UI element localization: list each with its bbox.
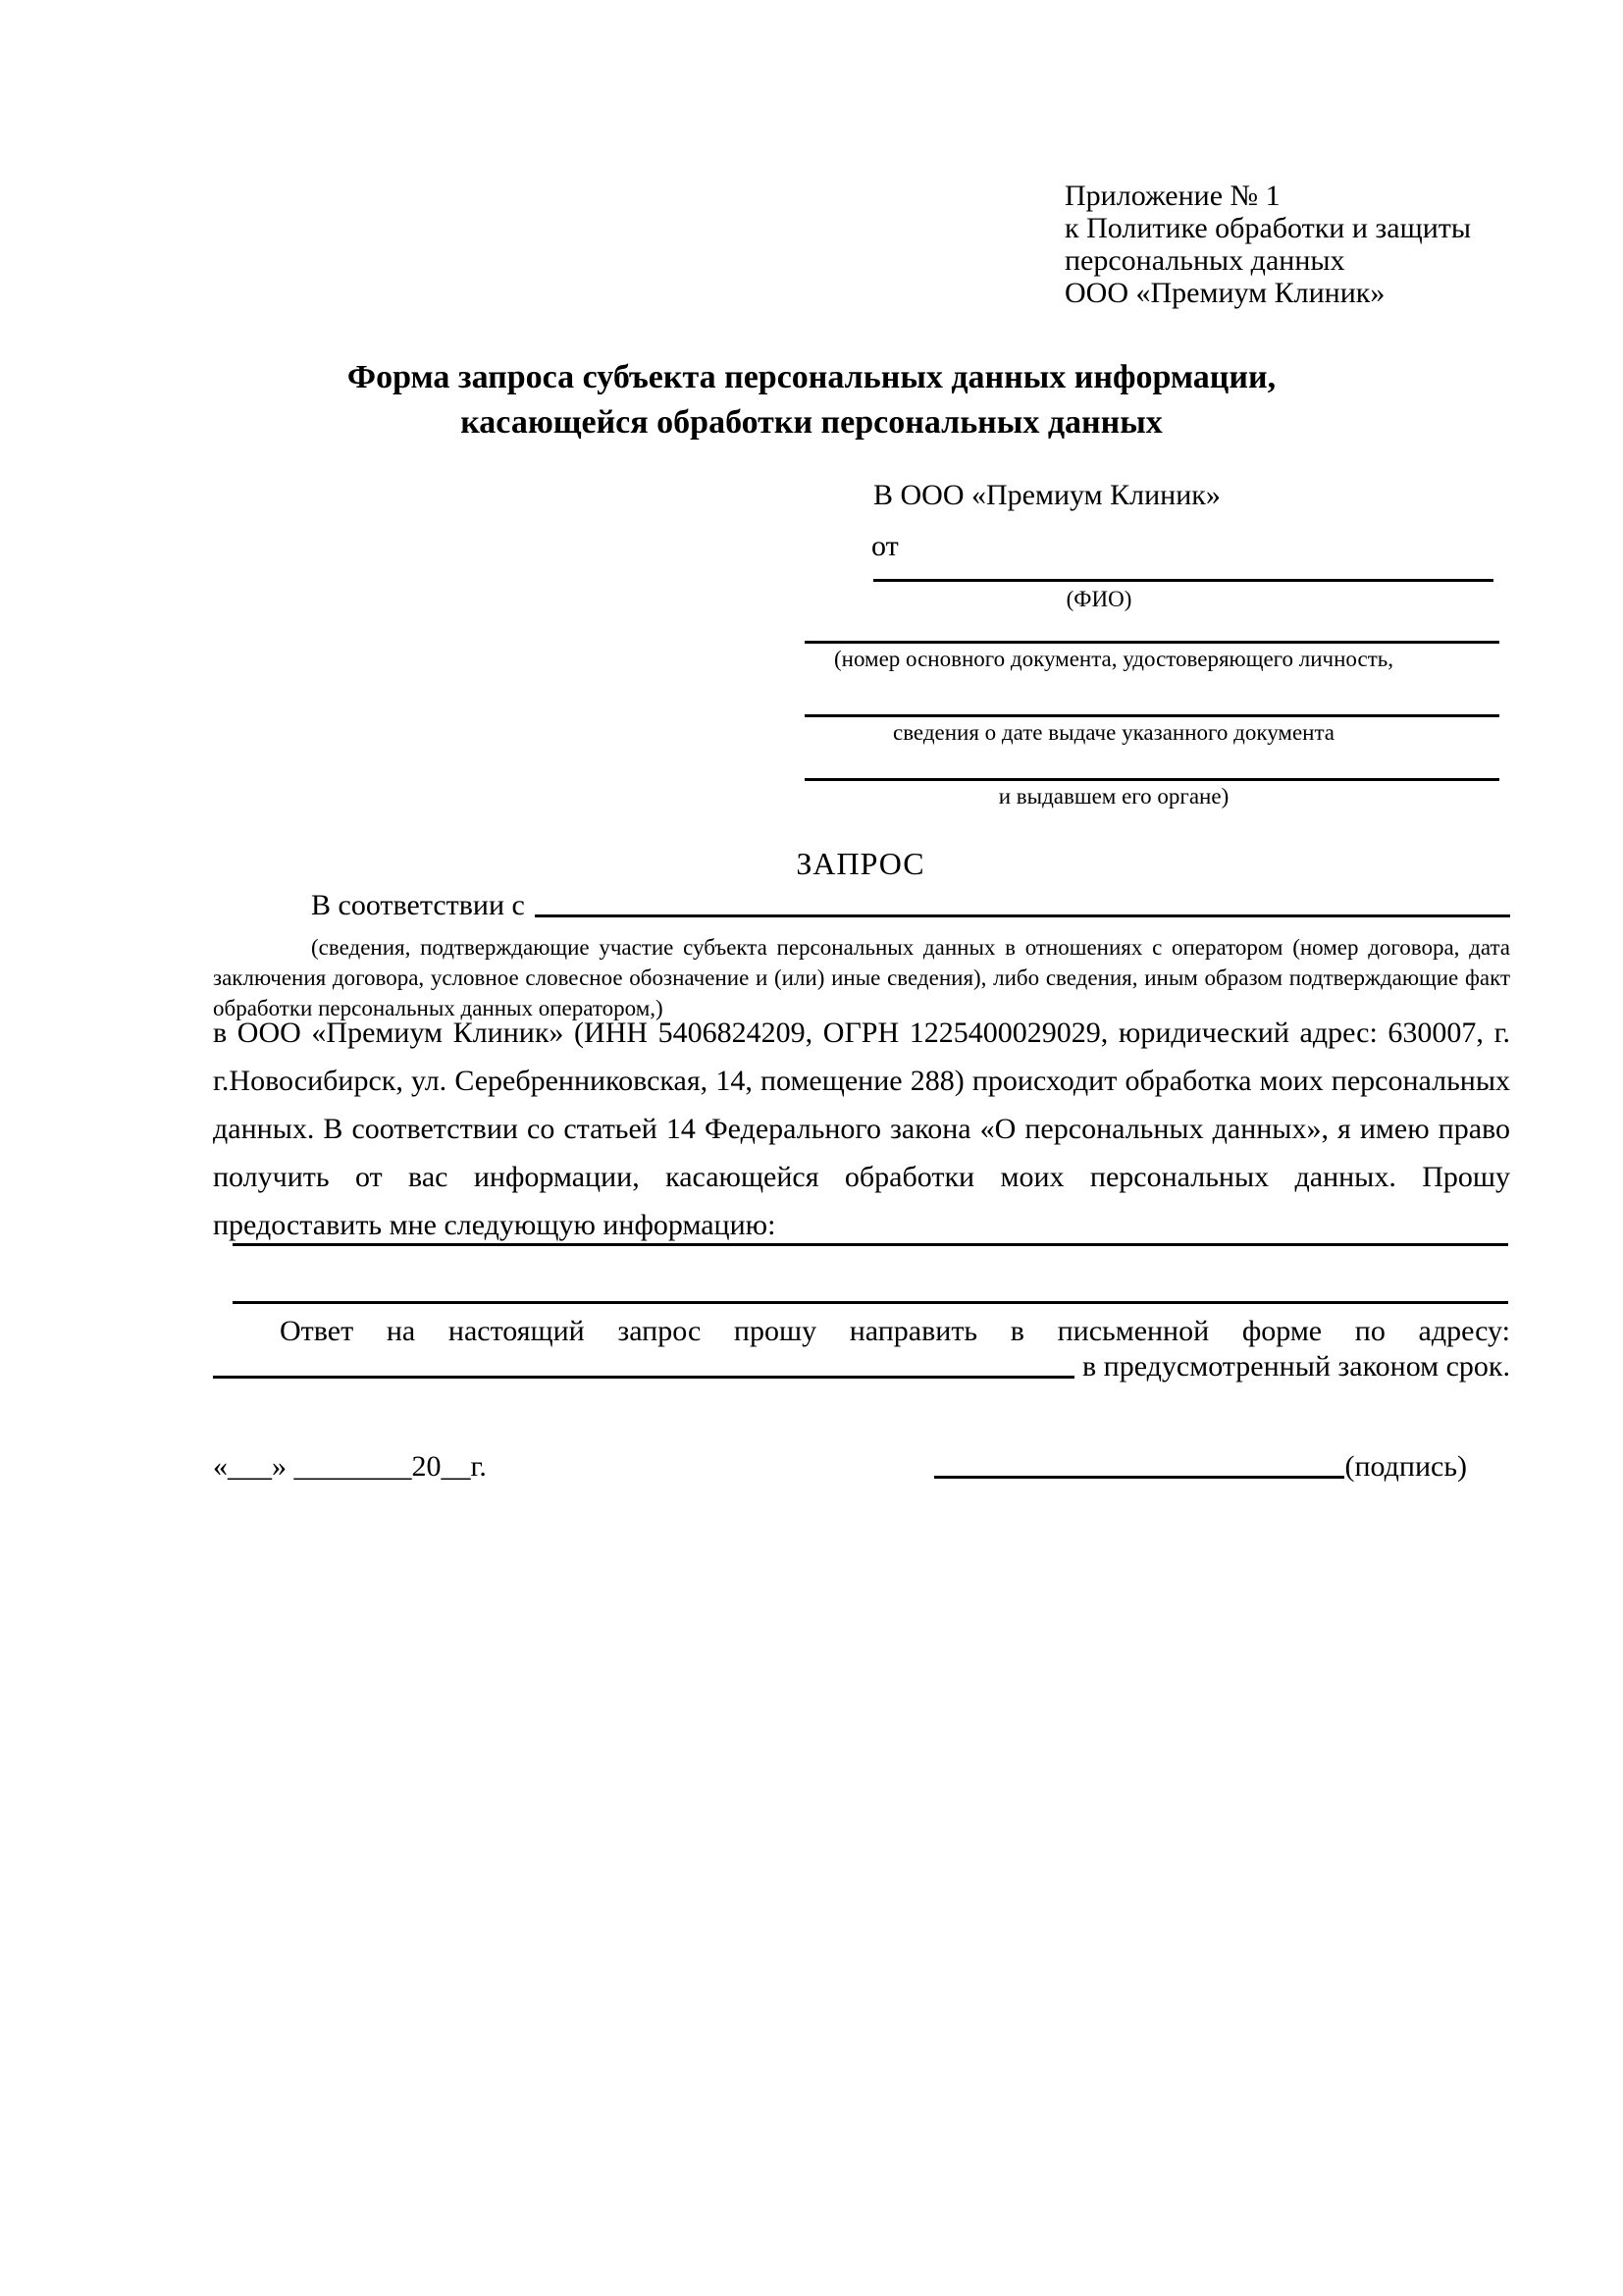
document-issue-date-blank-line bbox=[805, 687, 1499, 717]
footer-row bbox=[213, 1450, 1467, 1484]
document-number-blank-line bbox=[805, 613, 1499, 644]
reply-tail: в предусмотренный законом срок. bbox=[1082, 1350, 1510, 1383]
document-issuer-blank-line bbox=[805, 751, 1499, 781]
date-blank: «___» ________20__г. bbox=[213, 1450, 487, 1483]
appendix-note-line: к Политике обработки и защиты bbox=[1065, 212, 1472, 244]
address-blank-line bbox=[213, 1375, 1074, 1379]
reply-address-row bbox=[213, 1350, 1510, 1383]
document-number-caption: (номер основного документа, удостоверяющего личность, bbox=[833, 647, 1393, 671]
reply-instruction: Ответ на настоящий запрос прошу направить в письменной форме по адресу: bbox=[280, 1315, 1510, 1347]
signature-group bbox=[934, 1450, 1467, 1484]
document-title bbox=[0, 355, 1623, 445]
appendix-note-line: ООО «Премиум Клиник» bbox=[1065, 277, 1386, 309]
document-title-line2: касающейся обработки персональных данных bbox=[460, 404, 1163, 441]
document-issuer-caption: и выдавшем его органе) bbox=[998, 784, 1230, 809]
clarification-note: (сведения, подтверждающие участие субъекта персональных данных в отношениях с оператором (номер договора, дата заключения договора, условное словесное обозначение и (или) иные сведения), либо сведения, иным образом подтверждающие факт обработки персональных данных оператором,) bbox=[213, 935, 1510, 1020]
appendix-note-line: Приложение № 1 bbox=[1065, 180, 1281, 212]
request-heading: ЗАПРОС bbox=[796, 846, 925, 881]
request-body: в ООО «Премиум Клиник» (ИНН 5406824209, ОГРН 1225400029029, юридический адрес: 630007, г. г.Новосибирск, ул. Серебренниковская, 14, помещение 288) происходит обработка моих персональных данных. В соответствии со статьей 14 Федерального закона «О персональных данных», я имею право получить от вас информации, касающейся обработки моих персональных данных. Прошу предоставить мне следующую информацию: bbox=[213, 1017, 1510, 1241]
document-title-line1: Форма запроса субъекта персональных данных информации, bbox=[346, 359, 1277, 395]
recipient-organization: В ООО «Премиум Клиник» bbox=[873, 479, 1221, 511]
fio-blank-line bbox=[873, 551, 1493, 582]
appendix-note bbox=[1065, 180, 1555, 309]
information-blank-line bbox=[233, 1276, 1508, 1304]
accordance-label: В соответствии с bbox=[311, 889, 525, 921]
accordance-blank-line bbox=[535, 913, 1510, 917]
fio-caption: (ФИО) bbox=[1066, 587, 1132, 611]
appendix-note-line: персональных данных bbox=[1065, 244, 1345, 277]
accordance-row bbox=[213, 889, 1510, 922]
information-blank-line bbox=[233, 1218, 1508, 1246]
from-label: от bbox=[871, 530, 899, 562]
signature-caption: (подпись) bbox=[1344, 1450, 1467, 1483]
document-issue-date-caption: сведения о дате выдаче указанного документа bbox=[892, 720, 1335, 745]
signature-blank-line bbox=[934, 1475, 1344, 1479]
